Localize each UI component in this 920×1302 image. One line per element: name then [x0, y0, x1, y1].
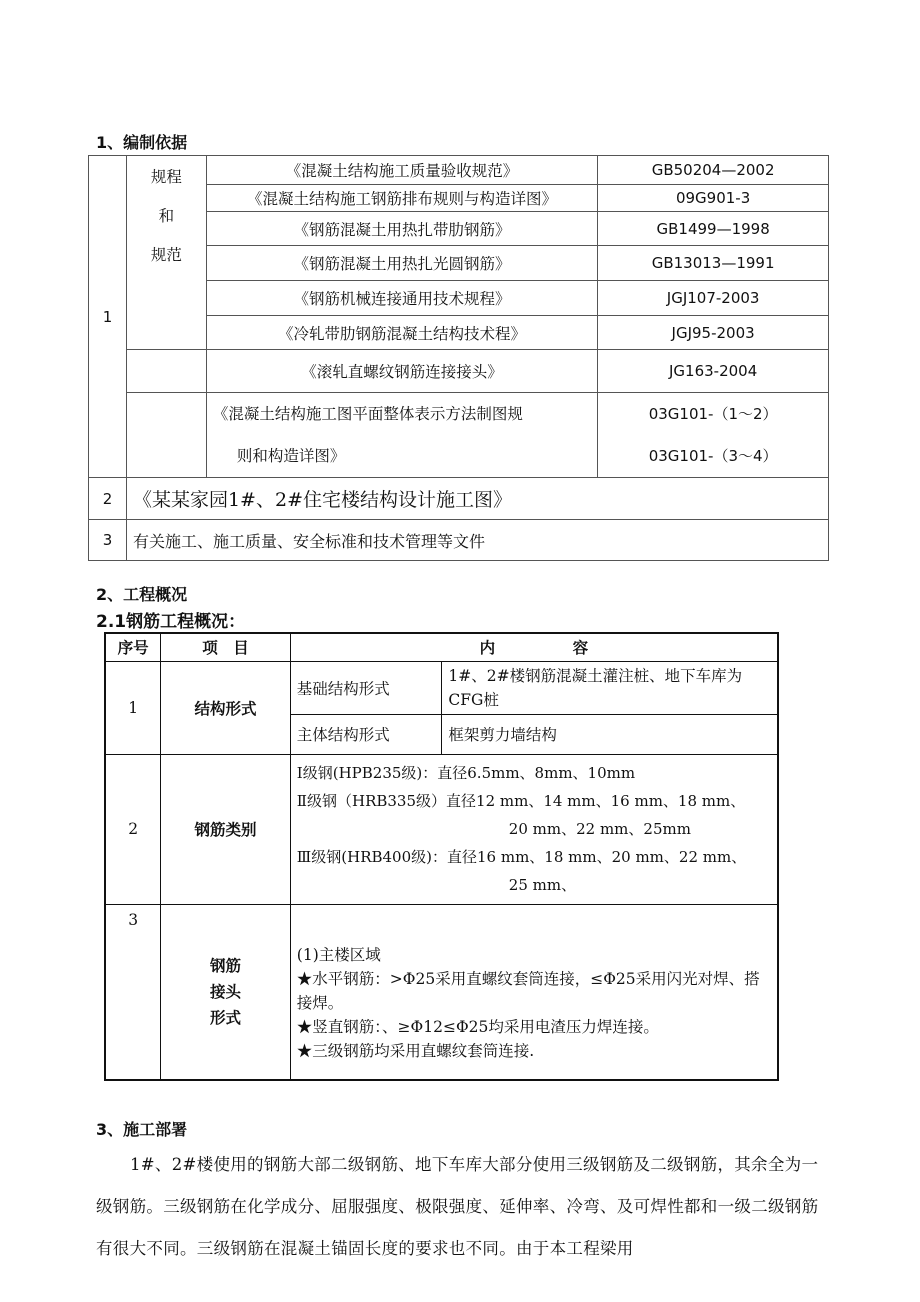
sub-value: 框架剪力墙结构	[442, 714, 778, 754]
standard-code: GB13013—1991	[598, 246, 829, 281]
section3-heading: 3、施工部署	[96, 1120, 188, 1139]
category-line-1: 规程	[150, 168, 182, 186]
joint-line: ★竖直钢筋：、≥Φ12≤Φ25均采用电渣压力焊连接。	[296, 1017, 659, 1036]
standard-code-line: 03G101-（3～4）	[648, 447, 778, 465]
standard-name: 《冷轧带肋钢筋混凝土结构技术程》	[206, 316, 597, 350]
standard-code-line: 03G101-（1～2）	[648, 405, 778, 423]
standard-name: 《钢筋机械连接通用技术规程》	[206, 281, 597, 316]
section2-heading: 2、工程概况	[96, 585, 188, 604]
standard-code: GB1499—1998	[598, 212, 829, 246]
header-no: 序号	[105, 633, 161, 661]
basis-table	[88, 155, 829, 561]
standard-name: 《混凝土结构施工质量验收规范》	[206, 156, 597, 185]
standard-name: 《钢筋混凝土用热扎带肋钢筋》	[206, 212, 597, 246]
standard-code: JGJ107-2003	[598, 281, 829, 316]
item-line: 钢筋	[210, 956, 242, 975]
standard-name-line: 则和构造详图》	[236, 447, 346, 465]
item-line: 接头	[210, 982, 242, 1001]
grade-line: Ⅲ级钢(HRB400级)：直径16 mm、18 mm、20 mm、22 mm、	[296, 848, 747, 866]
category-line-3: 规范	[150, 246, 182, 264]
row-number: 2	[105, 754, 161, 904]
standard-name: 《混凝土结构施工钢筋排布规则与构造详图》	[206, 185, 597, 212]
standard-code: JG163-2004	[598, 350, 829, 393]
grade-line: Ⅰ级钢(HPB235级)：直径6.5mm、8mm、10mm	[296, 764, 636, 782]
standard-code: 09G901-3	[598, 185, 829, 212]
grade-line: Ⅱ级钢（HRB335级）直径12 mm、14 mm、16 mm、18 mm、	[296, 792, 746, 810]
header-content: 内 容	[290, 633, 778, 661]
row-item: 钢筋类别	[161, 754, 290, 904]
row2-number: 2	[89, 478, 127, 520]
joint-methods	[290, 904, 778, 1080]
row3-number: 3	[89, 520, 127, 561]
row3-text: 有关施工、施工质量、安全标准和技术管理等文件	[126, 520, 828, 561]
section1-heading: 1、编制依据	[96, 133, 188, 152]
standard-name: 《钢筋混凝土用热扎光圆钢筋》	[206, 246, 597, 281]
joint-line: ★水平钢筋：>Φ25采用直螺纹套筒连接，≤Φ25采用闪光对焊、搭接焊。	[296, 969, 760, 1012]
row-item	[161, 904, 290, 1080]
item-line: 形式	[210, 1008, 242, 1027]
standard-name: 《滚轧直螺纹钢筋连接接头》	[206, 350, 597, 393]
grade-line: 25 mm、	[508, 876, 577, 894]
row-number: 3	[105, 904, 161, 1080]
standard-code: JGJ95-2003	[598, 316, 829, 350]
section2-subheading: 2.1钢筋工程概况：	[96, 612, 246, 632]
section3-paragraph: 1#、2#楼使用的钢筋大部二级钢筋、地下车库大部分使用三级钢筋及二级钢筋，其余全为一级钢筋。三级钢筋在化学成分、屈服强度、极限强度、延伸率、冷弯、及可焊性都和一级二级钢筋有很大不同。三级钢筋在混凝土锚固长度的要求也不同。由于本工程梁用	[96, 1155, 819, 1258]
category-line-2: 和	[158, 207, 175, 225]
row-item: 结构形式	[161, 661, 290, 754]
standard-name-line: 《混凝土结构施工图平面整体表示方法制图规	[212, 405, 523, 423]
sub-label: 主体结构形式	[290, 714, 442, 754]
row-number: 1	[105, 661, 161, 754]
row2-text: 《某某家园1#、2#住宅楼结构设计施工图》	[126, 478, 828, 520]
overview-table	[104, 632, 779, 1081]
steel-grades	[290, 754, 778, 904]
category-cell	[126, 156, 206, 350]
row1-number: 1	[89, 156, 127, 478]
sub-label: 基础结构形式	[290, 661, 442, 714]
standard-code: GB50204—2002	[598, 156, 829, 185]
sub-value: 1#、2#楼钢筋混凝土灌注桩、地下车库为CFG桩	[442, 661, 778, 714]
header-item: 项 目	[161, 633, 290, 661]
joint-line: ★三级钢筋均采用直螺纹套筒连接.	[296, 1041, 535, 1060]
standard-name-multiline	[206, 393, 597, 478]
standard-code-multiline	[598, 393, 829, 478]
grade-line: 20 mm、22 mm、25mm	[508, 820, 691, 838]
joint-line: (1)主楼区域	[296, 945, 381, 964]
section3-paragraph-block	[96, 1144, 826, 1270]
